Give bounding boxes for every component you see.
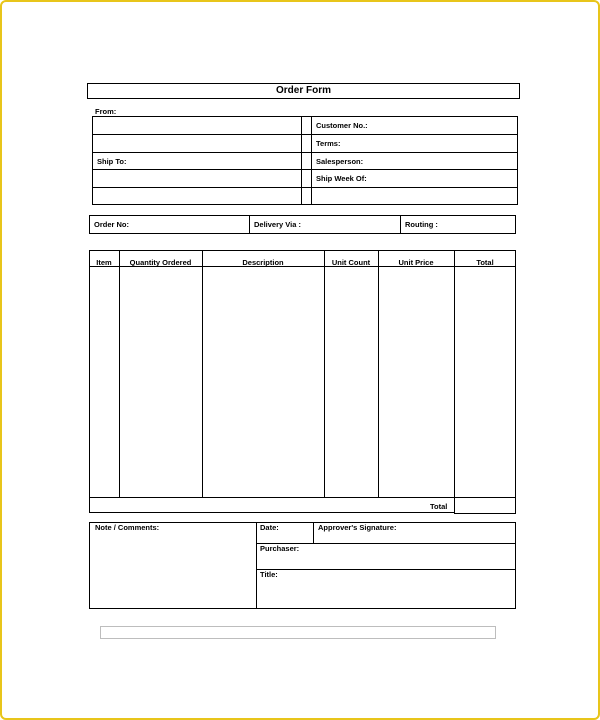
ship-week-label: Ship Week Of: [316,174,367,183]
col-divider-3 [324,250,325,498]
address-block [92,116,518,205]
col-divider-5 [454,250,455,498]
signature-row-line-2 [256,569,516,570]
title-box [87,83,520,99]
address-divider-left [301,116,302,205]
col-header-item: Item [96,258,112,267]
address-row-line-4 [92,187,518,188]
address-row-line-1 [92,134,518,135]
notes-section [89,522,516,609]
customer-no-label: Customer No.: [316,121,368,130]
total-value-cell [454,497,516,514]
routing-label: Routing : [405,220,438,229]
col-header-total: Total [476,258,494,267]
address-row-line-3 [92,169,518,170]
notes-divider [256,522,257,609]
order-info-divider-1 [249,215,250,234]
purchaser-label: Purchaser: [260,544,300,553]
notes-label: Note / Comments: [95,523,160,532]
order-info-row [89,215,516,234]
title-label: Title: [260,570,278,579]
col-divider-2 [202,250,203,498]
total-row [89,497,455,513]
terms-label: Terms: [316,139,341,148]
footer-strip [100,626,496,639]
ship-to-label: Ship To: [97,157,127,166]
delivery-via-label: Delivery Via : [254,220,301,229]
date-approver-divider [313,522,314,543]
address-divider-right [311,116,312,205]
items-table [89,250,516,498]
col-header-unit-price: Unit Price [398,258,434,267]
salesperson-label: Salesperson: [316,157,364,166]
order-no-label: Order No: [94,220,130,229]
total-label: Total [430,502,448,511]
col-divider-1 [119,250,120,498]
col-divider-4 [378,250,379,498]
address-row-line-2 [92,152,518,153]
form-title: Order Form [275,85,331,96]
col-header-description: Description [242,258,284,267]
order-info-divider-2 [400,215,401,234]
col-header-quantity: Quantity Ordered [129,258,192,267]
col-header-unit-count: Unit Count [331,258,371,267]
date-label: Date: [260,523,279,532]
approver-label: Approver's Signature: [318,523,397,532]
from-label: From: [95,107,117,116]
